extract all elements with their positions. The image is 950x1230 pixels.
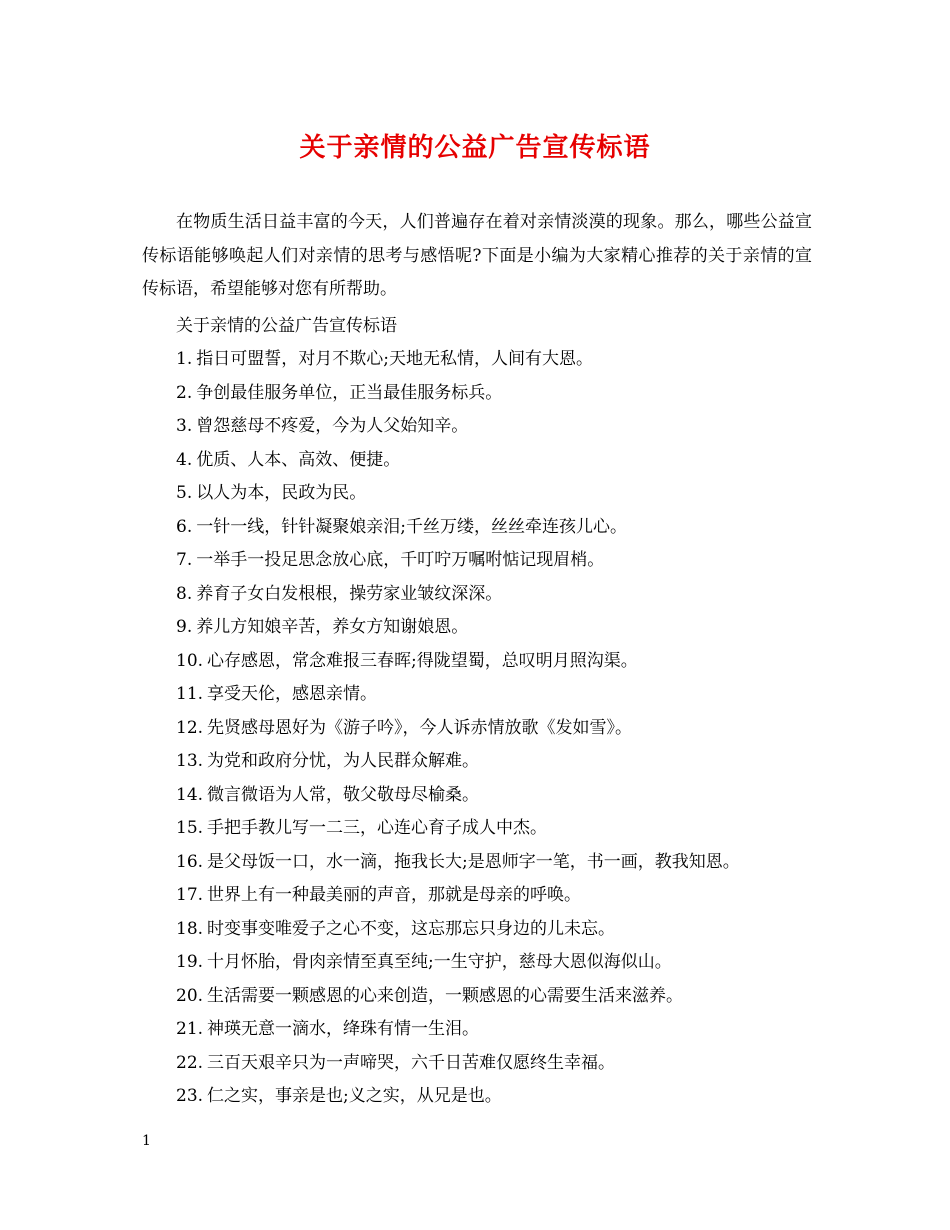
slogan-number: 1.	[176, 349, 193, 369]
slogan-item	[176, 544, 816, 578]
slogan-item	[176, 812, 816, 846]
slogan-item	[176, 846, 816, 880]
slogan-item	[176, 410, 816, 444]
slogan-number: 6.	[176, 516, 193, 537]
slogan-text: 神瑛无意一滴水，绛珠有情一生泪。	[207, 1019, 480, 1039]
slogan-number: 14.	[176, 784, 204, 805]
slogan-item	[176, 343, 816, 377]
slogan-item	[176, 477, 816, 511]
slogan-item	[176, 1080, 816, 1114]
slogan-text: 心存感恩，常念难报三春晖;得陇望蜀，总叹明月照沟渠。	[207, 650, 638, 671]
slogan-item	[176, 745, 816, 779]
slogan-number: 19.	[176, 952, 204, 972]
slogan-item	[176, 511, 816, 545]
section-heading: 关于亲情的公益广告宣传标语	[176, 316, 397, 336]
slogan-item	[176, 1047, 816, 1081]
slogan-item	[176, 578, 816, 612]
page-number: 1	[142, 1133, 151, 1149]
slogan-text: 为党和政府分忧，为人民群众解难。	[207, 751, 480, 771]
slogan-text: 生活需要一颗感恩的心来创造，一颗感恩的心需要生活来滋养。	[207, 985, 684, 1006]
document-title: 关于亲情的公益广告宣传标语	[299, 133, 651, 163]
slogan-item	[176, 879, 816, 913]
slogan-text: 三百天艰辛只为一声啼哭，六千日苦难仅愿终生幸福。	[207, 1052, 616, 1073]
slogan-item	[176, 377, 816, 411]
slogan-item	[176, 712, 816, 746]
slogan-text: 仁之实，事亲是也;义之实，从兄是也。	[207, 1086, 502, 1106]
slogan-number: 21.	[176, 1019, 204, 1039]
slogan-number: 20.	[176, 985, 204, 1006]
slogan-text: 微言微语为人常，敬父敬母尽榆桑。	[207, 784, 480, 805]
slogan-text: 世界上有一种最美丽的声音，那就是母亲的呼唤。	[207, 885, 582, 905]
slogan-text: 养儿方知娘辛苦，养女方知谢娘恩。	[196, 617, 469, 637]
slogan-list	[176, 343, 816, 1114]
slogan-number: 17.	[176, 885, 204, 905]
intro-paragraph: 在物质生活日益丰富的今天，人们普遍存在着对亲情淡漠的现象。那么，哪些公益宣传标语能够唤起人们对亲情的思考与感悟呢?下面是小编为大家精心推荐的关于亲情的宣传标语，希望能够对您有所帮助。	[142, 212, 812, 299]
slogan-item	[176, 678, 816, 712]
slogan-text: 一针一线，针针凝聚娘亲泪;千丝万缕，丝丝牵连孩儿心。	[196, 516, 627, 537]
slogan-text: 先贤感母恩好为《游子吟》，今人诉赤情放歌《发如雪》。	[207, 717, 633, 738]
slogan-text: 指日可盟誓，对月不欺心;天地无私情，人间有大恩。	[196, 349, 593, 369]
slogan-number: 8.	[176, 583, 193, 604]
slogan-text: 优质、人本、高效、便捷。	[196, 449, 401, 470]
slogan-number: 15.	[176, 818, 204, 838]
slogan-number: 7.	[176, 550, 193, 570]
slogan-text: 争创最佳服务单位，正当最佳服务标兵。	[196, 382, 503, 403]
slogan-number: 9.	[176, 617, 193, 637]
slogan-text: 享受天伦，感恩亲情。	[207, 684, 378, 704]
slogan-number: 10.	[176, 650, 204, 671]
slogan-number: 4.	[176, 449, 193, 470]
slogan-text: 养育子女白发根根，操劳家业皱纹深深。	[196, 583, 503, 604]
slogan-item	[176, 980, 816, 1014]
slogan-number: 2.	[176, 382, 193, 403]
slogan-number: 16.	[176, 851, 204, 872]
slogan-item	[176, 779, 816, 813]
slogan-text: 一举手一投足思念放心底，千叮咛万嘱咐惦记现眉梢。	[196, 550, 605, 570]
slogan-item	[176, 946, 816, 980]
slogan-item	[176, 1013, 816, 1047]
slogan-item	[176, 913, 816, 947]
slogan-item	[176, 444, 816, 478]
slogan-number: 5.	[176, 483, 193, 503]
slogan-text: 手把手教儿写一二三，心连心育子成人中杰。	[207, 818, 548, 838]
slogan-item	[176, 611, 816, 645]
slogan-number: 11.	[176, 684, 204, 704]
slogan-number: 22.	[176, 1052, 204, 1073]
slogan-text: 曾怨慈母不疼爱，今为人父始知辛。	[196, 416, 469, 436]
slogan-text: 是父母饭一口，水一滴，拖我长大;是恩师字一笔，书一画，教我知恩。	[207, 851, 740, 872]
slogan-number: 12.	[176, 717, 204, 738]
slogan-number: 23.	[176, 1086, 204, 1106]
slogan-text: 十月怀胎，骨肉亲情至真至纯;一生守护，慈母大恩似海似山。	[207, 952, 672, 972]
slogan-number: 3.	[176, 416, 193, 436]
slogan-text: 以人为本，民政为民。	[196, 483, 367, 503]
slogan-number: 18.	[176, 918, 204, 939]
slogan-item	[176, 645, 816, 679]
slogan-text: 时变事变唯爱子之心不变，这忘那忘只身边的儿未忘。	[207, 918, 616, 939]
slogan-number: 13.	[176, 751, 204, 771]
